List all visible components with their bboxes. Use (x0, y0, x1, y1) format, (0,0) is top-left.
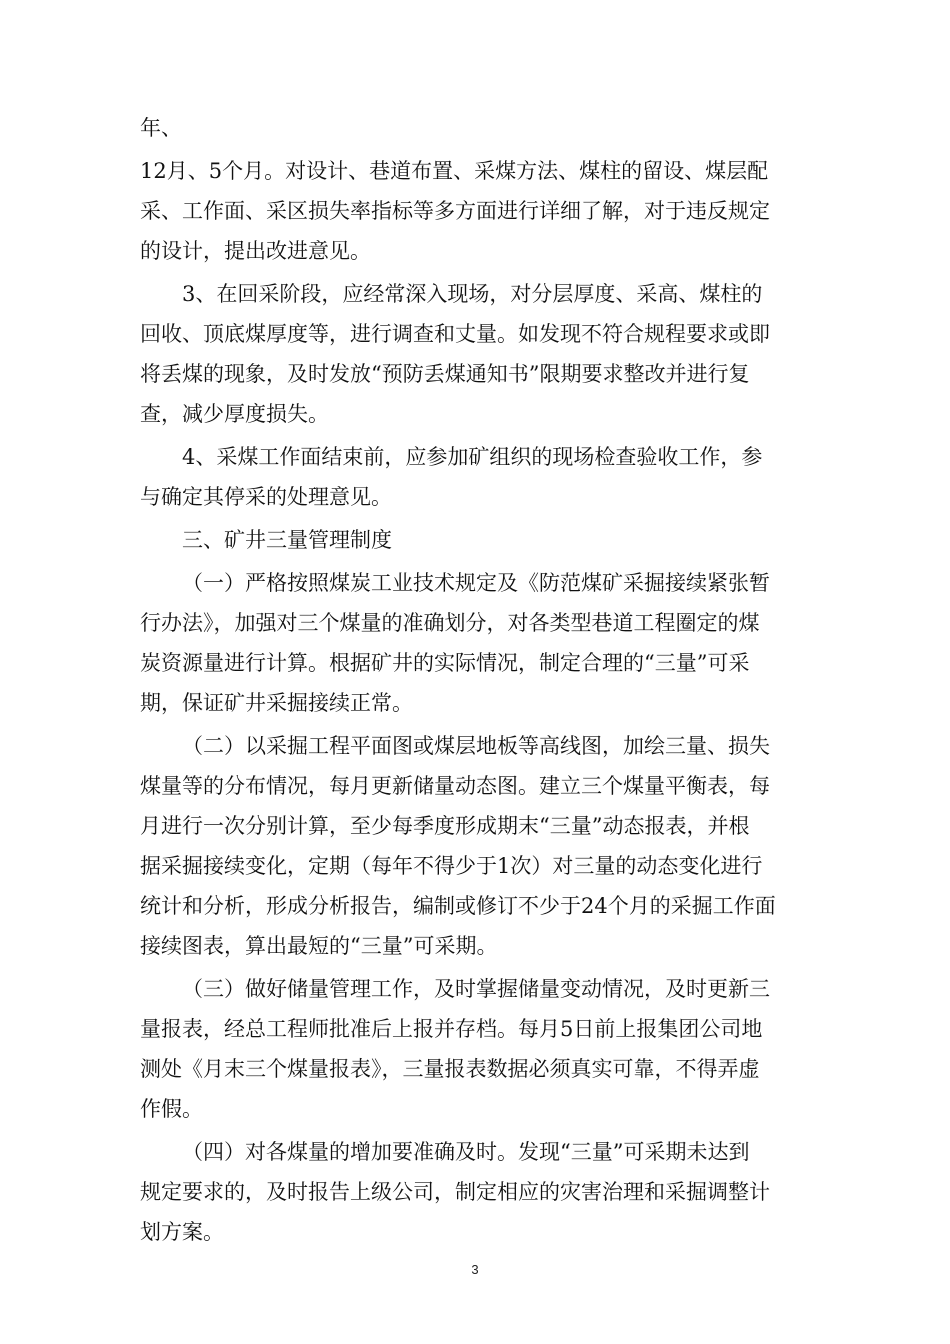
text-line: 查，减少厚度损失。 (140, 402, 329, 426)
document-body (140, 108, 822, 1252)
text-line: 期，保证矿井采掘接续正常。 (140, 691, 413, 715)
text-line: 行办法》，加强对三个煤量的准确划分，对各类型巷道工程圈定的煤 (140, 611, 760, 635)
text-line: 采、工作面、采区损失率指标等多方面进行详细了解，对于违反规定 (140, 199, 770, 223)
text-line: 月进行一次分别计算，至少每季度形成期末“三量”动态报表，并根 (140, 814, 750, 838)
text-line: 接续图表，算出最短的“三量”可采期。 (140, 934, 498, 958)
text-line: 将丢煤的现象，及时发放“预防丢煤通知书”限期要求整改并进行复 (140, 362, 750, 386)
text-line: 据采掘接续变化，定期（每年不得少于1次）对三量的动态变化进行 (140, 854, 763, 878)
text-line: 规定要求的，及时报告上级公司，制定相应的灾害治理和采掘调整计 (140, 1180, 770, 1204)
text-line: 炭资源量进行计算。根据矿井的实际情况，制定合理的“三量”可采 (140, 651, 750, 675)
text-line: 年、 (140, 116, 182, 140)
text-line: 12月、5个月。对设计、巷道布置、采煤方法、煤柱的留设、煤层配 (140, 159, 769, 183)
paragraph-clause-4 (140, 1132, 822, 1252)
paragraph-clause-1 (140, 563, 822, 723)
text-line: 作假。 (140, 1097, 203, 1121)
section-heading: 三、矿井三量管理制度 (182, 528, 392, 552)
text-line: 量报表，经总工程师批准后上报并存档。每月5日前上报集团公司地 (140, 1017, 763, 1041)
text-line: 测处《月末三个煤量报表》，三量报表数据必须真实可靠，不得弄虚 (140, 1057, 760, 1081)
text-line: 统计和分析，形成分析报告，编制或修订不少于24个月的采掘工作面 (140, 894, 776, 918)
text-line: 划方案。 (140, 1220, 224, 1244)
text-line: （一）严格按照煤炭工业技术规定及《防范煤矿采掘接续紧张暂 (182, 571, 770, 595)
page-number: 3 (471, 1262, 479, 1277)
text-line: 的设计，提出改进意见。 (140, 239, 371, 263)
paragraph-item-4 (140, 437, 822, 517)
paragraph-design-review (140, 151, 822, 271)
paragraph-item-3 (140, 274, 822, 434)
section-heading-three (140, 520, 822, 560)
text-line: （三）做好储量管理工作，及时掌握储量变动情况，及时更新三 (182, 977, 770, 1001)
text-line: （二）以采掘工程平面图或煤层地板等高线图，加绘三量、损失 (182, 734, 770, 758)
text-line: 与确定其停采的处理意见。 (140, 485, 392, 509)
paragraph-continued-heading (140, 108, 822, 148)
text-line: 煤量等的分布情况，每月更新储量动态图。建立三个煤量平衡表，每 (140, 774, 770, 798)
paragraph-clause-2 (140, 726, 822, 966)
text-line: （四）对各煤量的增加要准确及时。发现“三量”可采期未达到 (182, 1140, 750, 1164)
text-line: 回收、顶底煤厚度等，进行调查和丈量。如发现不符合规程要求或即 (140, 322, 770, 346)
paragraph-clause-3 (140, 969, 822, 1129)
text-line: 4、采煤工作面结束前，应参加矿组织的现场检查验收工作，参 (182, 445, 763, 469)
text-line: 3、在回采阶段，应经常深入现场，对分层厚度、采高、煤柱的 (182, 282, 763, 306)
